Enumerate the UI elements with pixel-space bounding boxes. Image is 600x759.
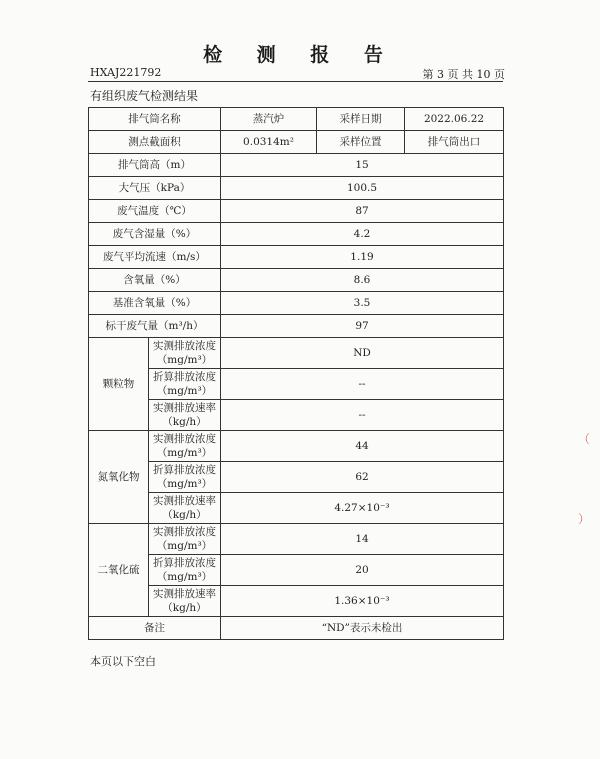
param-value: 3.5 <box>221 292 504 315</box>
table-row <box>89 555 504 586</box>
table-row <box>89 223 504 246</box>
seal-stamp-fragment: ） <box>578 512 591 526</box>
metric-label <box>149 338 221 369</box>
metric-label-unit: （kg/h） <box>162 416 207 428</box>
metric-value: 4.27×10⁻³ <box>221 493 504 524</box>
param-label: 基准含氧量（%） <box>89 292 221 315</box>
metric-label-line1: 实测排放速率 <box>153 495 216 507</box>
location-value: 排气筒出口 <box>405 131 504 154</box>
pollutant-name: 氮氧化物 <box>89 431 149 524</box>
blank-note: 本页以下空白 <box>90 655 156 668</box>
table-row <box>89 269 504 292</box>
remark-value: “ND”表示未检出 <box>221 617 504 640</box>
param-value: 4.2 <box>221 223 504 246</box>
table-row <box>89 338 504 369</box>
section-title: 有组织废气检测结果 <box>90 89 199 103</box>
table-row <box>89 369 504 400</box>
metric-label-line1: 折算排放浓度 <box>153 464 216 476</box>
pollutant-name: 二氧化硫 <box>89 524 149 617</box>
seal-stamp: （ <box>578 432 591 446</box>
metric-label-line1: 实测排放速率 <box>153 588 216 600</box>
table-row <box>89 246 504 269</box>
metric-value: -- <box>221 369 504 400</box>
remark-label: 备注 <box>89 617 221 640</box>
metric-label-unit: （mg/m³） <box>156 571 213 583</box>
param-value: 100.5 <box>221 177 504 200</box>
metric-label <box>149 555 221 586</box>
metric-label-line1: 实测排放速率 <box>153 402 216 414</box>
metric-label-unit: （mg/m³） <box>156 354 213 366</box>
metric-value: 1.36×10⁻³ <box>221 586 504 617</box>
metric-label <box>149 586 221 617</box>
metric-label-unit: （kg/h） <box>162 509 207 521</box>
metric-label-line1: 实测排放浓度 <box>153 526 216 538</box>
pollutant-name: 颗粒物 <box>89 338 149 431</box>
metric-value: 20 <box>221 555 504 586</box>
area-label: 测点截面积 <box>89 131 221 154</box>
param-value: 1.19 <box>221 246 504 269</box>
table-row <box>89 292 504 315</box>
param-label: 排气筒高（m） <box>89 154 221 177</box>
metric-value: ND <box>221 338 504 369</box>
param-label: 大气压（kPa） <box>89 177 221 200</box>
param-value: 8.6 <box>221 269 504 292</box>
area-value: 0.0314m² <box>221 131 317 154</box>
metric-label-line1: 折算排放浓度 <box>153 557 216 569</box>
report-title: 检 测 报 告 <box>203 44 397 66</box>
metric-value: -- <box>221 400 504 431</box>
metric-label-unit: （kg/h） <box>162 602 207 614</box>
page-info: 第 3 页 共 10 页 <box>422 68 505 81</box>
report-number: HXAJ221792 <box>90 66 162 79</box>
metric-value: 14 <box>221 524 504 555</box>
table-row <box>89 177 504 200</box>
table-row <box>89 315 504 338</box>
table-row <box>89 400 504 431</box>
table-row <box>89 524 504 555</box>
param-label: 标干废气量（m³/h） <box>89 315 221 338</box>
param-value: 15 <box>221 154 504 177</box>
metric-label <box>149 431 221 462</box>
param-label: 废气含湿量（%） <box>89 223 221 246</box>
table-row <box>89 200 504 223</box>
header-rule <box>88 81 503 82</box>
metric-value: 62 <box>221 462 504 493</box>
metric-label-unit: （mg/m³） <box>156 540 213 552</box>
metric-label-unit: （mg/m³） <box>156 385 213 397</box>
date-value: 2022.06.22 <box>405 108 504 131</box>
param-value: 87 <box>221 200 504 223</box>
table-row <box>89 617 504 640</box>
date-label: 采样日期 <box>317 108 405 131</box>
metric-label <box>149 462 221 493</box>
metric-label-line1: 实测排放浓度 <box>153 433 216 445</box>
table-row <box>89 131 504 154</box>
table-row <box>89 462 504 493</box>
param-value: 97 <box>221 315 504 338</box>
param-label: 含氧量（%） <box>89 269 221 292</box>
metric-label-unit: （mg/m³） <box>156 478 213 490</box>
metric-value: 44 <box>221 431 504 462</box>
source-value: 蒸汽炉 <box>221 108 317 131</box>
metric-label-line1: 折算排放浓度 <box>153 371 216 383</box>
metric-label <box>149 493 221 524</box>
metric-label <box>149 400 221 431</box>
param-label: 废气平均流速（m/s） <box>89 246 221 269</box>
metric-label <box>149 524 221 555</box>
metric-label-line1: 实测排放浓度 <box>153 340 216 352</box>
param-label: 废气温度（℃） <box>89 200 221 223</box>
table-row <box>89 154 504 177</box>
table-row <box>89 108 504 131</box>
table-row <box>89 431 504 462</box>
table-row <box>89 586 504 617</box>
metric-label <box>149 369 221 400</box>
results-table <box>88 107 504 640</box>
metric-label-unit: （mg/m³） <box>156 447 213 459</box>
source-label: 排气筒名称 <box>89 108 221 131</box>
location-label: 采样位置 <box>317 131 405 154</box>
table-row <box>89 493 504 524</box>
